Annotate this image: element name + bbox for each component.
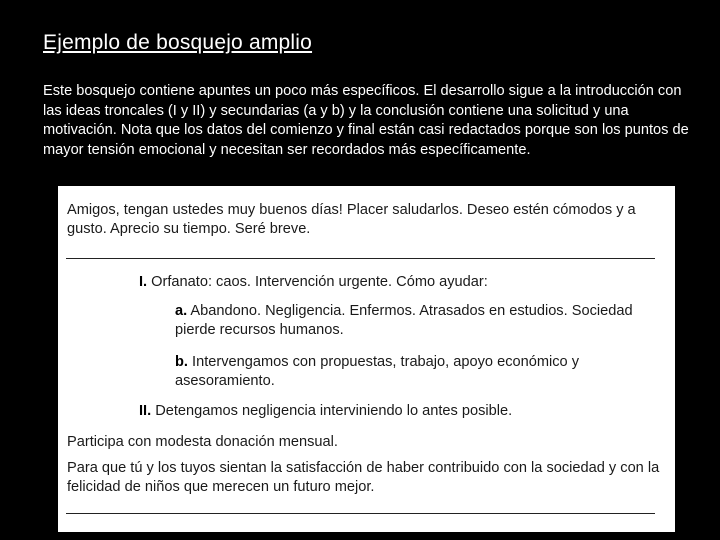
outline-sub-a xyxy=(175,302,645,340)
sub-b-text: Intervengamos con propuestas, trabajo, apoyo económico y asesoramiento. xyxy=(175,354,580,389)
outline-sub-b xyxy=(175,353,645,391)
intro-paragraph: Este bosquejo contiene apuntes un poco más específicos. El desarrollo sigue a la introducción con las ideas troncales (I y II) y secundarias (a y b) y la conclusión contiene una solicitud y una motivación. Nota que los datos del comienzo y final están casi redactados porque son los puntos de mayor tensión emocional y necesitan ser recordados más específicamente. xyxy=(43,83,689,158)
outline-closing-motivation: Para que tú y los tuyos sientan la satisfacción de haber contribuido con la sociedad y con la felicidad de niños que merecen un futuro mejor. xyxy=(67,460,660,495)
sub-b-marker: b. xyxy=(175,354,188,370)
point-two-text: Detengamos negligencia interviniendo lo antes posible. xyxy=(151,403,513,419)
point-one-text: Orfanato: caos. Intervención urgente. Cómo ayudar: xyxy=(147,274,488,290)
sub-a-marker: a. xyxy=(175,303,188,319)
slide-title: Ejemplo de bosquejo amplio xyxy=(43,31,313,54)
outline-point-two xyxy=(139,402,659,421)
outline-card xyxy=(58,186,675,532)
sub-a-text: Abandono. Negligencia. Enfermos. Atrasados en estudios. Sociedad pierde recursos humanos. xyxy=(175,303,633,338)
divider-bottom xyxy=(66,513,655,514)
outline-closing-request: Participa con modesta donación mensual. xyxy=(67,434,338,450)
outline-point-one xyxy=(139,273,659,292)
outline-opening: Amigos, tengan ustedes muy buenos días! Placer saludarlos. Deseo estén cómodos y a gusto. Aprecio su tiempo. Seré breve. xyxy=(67,202,636,237)
point-two-marker: II. xyxy=(139,403,152,419)
point-one-marker: I. xyxy=(139,274,148,290)
divider-top xyxy=(66,258,655,259)
